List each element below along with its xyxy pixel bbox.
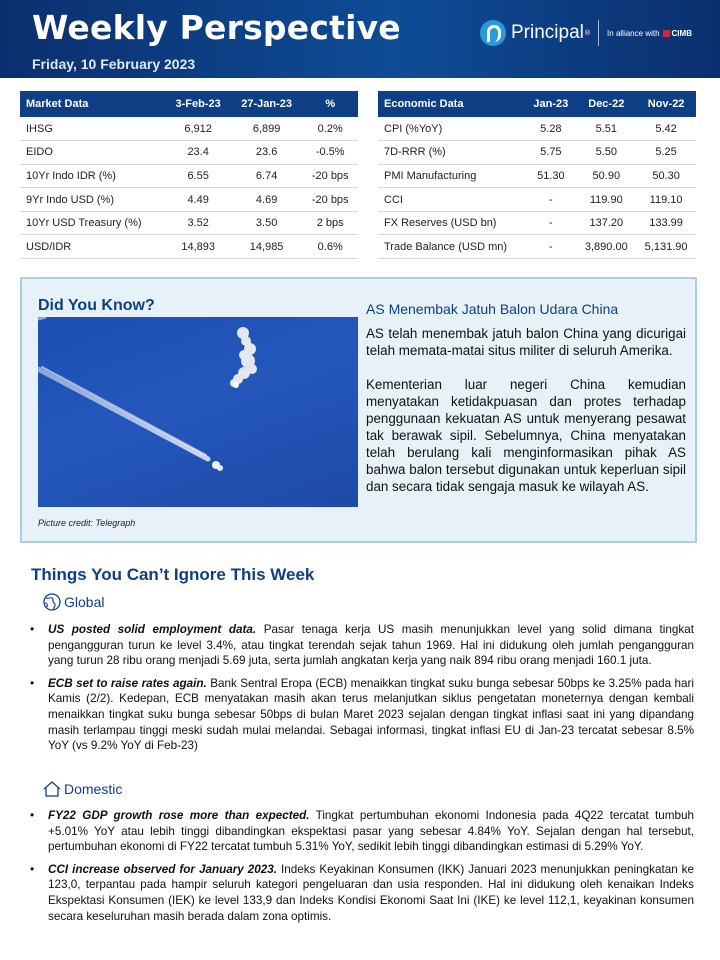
market-row-label: EIDO [20,141,166,165]
picture-credit: Picture credit: Telegraph [38,518,136,528]
house-icon [42,779,62,799]
table-row [20,188,358,212]
econ-cell: 5.25 [636,141,696,165]
news-text: Bank Sentral Eropa (ECB) menaikkan tingkat suku bunga sebesar 50bps ke 3.25% pada hari Kamis (2/2). Kedepan, ECB menyatakan masih akan terus melanjutkan siklus pengetatan moneternya dengan kembali menaikkan tingkat suku bunga sebesar 50bps di bulan Maret 2023 sejalan dengan tingkat inflasi saat ini yang dipandang masih terlampau tinggi meski sudah mulai melandai. Sebagai informasi, tingkat inflasi EU di Jan-23 tercatat sebesar 8.5% YoY (vs 9.2% YoY di Feb-23) [48,676,694,753]
econ-cell: 119.90 [576,188,636,212]
market-cell: 14,893 [166,235,231,259]
econ-row-label: 7D-RRR (%) [378,141,525,165]
alliance-text: In alliance with [607,28,660,38]
table-row [20,235,358,259]
balloon-contrail-illustration [38,317,358,507]
market-column-header: Market Data [20,91,166,117]
list-item [28,808,694,855]
market-cell: 6,912 [166,117,231,141]
section-title: Things You Can’t Ignore This Week [31,565,315,584]
market-row-label: 9Yr Indo USD (%) [20,188,166,212]
econ-row-label: CPI (%YoY) [378,117,525,141]
alliance-partner: CIMB [671,28,692,38]
global-label: Global [64,594,105,610]
brand-logo [480,16,692,50]
did-you-know-headline: AS Menembak Jatuh Balon Udara China [366,301,619,317]
econ-cell: 50.30 [636,164,696,188]
econ-cell: - [525,235,576,259]
balloon-photo [38,317,358,507]
news-text: Indeks Keyakinan Konsumen (IKK) Januari 2023 menunjukkan peningkatan ke 123,0, terpantau pada hampir seluruh kategori pengeluaran dan usia responden. Hal ini didukung oleh kenaikan Indeks Ekspektasi Konsumen (IEK) ke level 133,9 dan Indeks Kondisi Ekonomi Saat Ini (IKE) ke level 112,1, keyakinan konsumen secara keseluruhan masih berada dalam zona optimis. [48,862,695,923]
economic-data-table [378,91,696,259]
page-header [0,0,720,78]
market-cell: 23.4 [166,141,231,165]
econ-cell: 5.42 [636,117,696,141]
econ-cell: 5,131.90 [636,235,696,259]
econ-column-header: Dec-22 [576,91,636,117]
market-cell: 6,899 [231,117,303,141]
page-title: Weekly Perspective [32,8,401,47]
econ-cell: 137.20 [576,211,636,235]
domestic-subheading [42,779,122,799]
cimb-logo-icon [663,30,670,37]
table-row [20,211,358,235]
global-subheading [42,592,104,612]
principal-logo-icon [480,20,506,46]
market-cell: 4.49 [166,188,231,212]
did-you-know-paragraph: Kementerian luar negeri China kemudian menyatakan ketidakpuasan dan protes terhadap penggunaan kekuatan AS untuk menyerang pesawat tak berawak sipil. Sebelumnya, China menyatakan telah berulang kali menginformasikan pihak AS bahwa balon tersebut digunakan untuk keperluan sipil dan secara tidak sengaja masuk ke wilayah AS. [366,377,686,494]
market-cell: 0.6% [302,235,358,259]
table-row [378,188,696,212]
table-row [378,141,696,165]
market-cell: 3.52 [166,211,231,235]
domestic-news-list [28,808,694,924]
list-item [28,676,694,754]
global-news-list [28,622,694,754]
market-cell: 23.6 [231,141,303,165]
table-row [378,117,696,141]
news-text: Pasar tenaga kerja US masih menunjukkan level yang solid dimana tingkat pengangguran turun ke level 3.4%, atau tingkat terendah sejak tahun 1969. Hal ini didukung oleh jumlah pengangguran yang turun 28 ribu orang menjadi 5.69 juta, serta jumlah angkatan kerja yang naik 894 ribu orang menjadi 160.1 juta. [48,623,694,668]
market-cell: -20 bps [302,164,358,188]
market-cell: 0.2% [302,117,358,141]
econ-cell: 5.28 [525,117,576,141]
brand-divider [598,20,599,46]
econ-column-header: Jan-23 [525,91,576,117]
globe-icon [42,592,62,612]
market-cell: 3.50 [231,211,303,235]
brand-name: Principal [511,22,584,43]
market-cell: -20 bps [302,188,358,212]
econ-row-label: CCI [378,188,525,212]
did-you-know-title: Did You Know? [38,297,155,314]
econ-cell: - [525,211,576,235]
news-lead: ECB set to raise rates again. [48,676,207,690]
market-cell: 6.55 [166,164,231,188]
econ-cell: 119.10 [636,188,696,212]
econ-row-label: Trade Balance (USD mn) [378,235,525,259]
econ-table-header [378,91,696,117]
news-lead: CCI increase observed for January 2023. [48,862,277,876]
market-table-body [20,117,358,259]
econ-column-header: Nov-22 [636,91,696,117]
domestic-label: Domestic [64,781,123,797]
econ-cell: 3,890.00 [576,235,636,259]
brand-registered-mark: ® [584,29,591,37]
market-cell: 2 bps [302,211,358,235]
econ-cell: 51.30 [525,164,576,188]
econ-cell: 5.51 [576,117,636,141]
did-you-know-body [366,325,686,495]
econ-cell: 5.50 [576,141,636,165]
market-data-table [20,91,358,259]
table-row [378,235,696,259]
econ-table-body [378,117,696,259]
market-cell: -0.5% [302,141,358,165]
market-cell: 14,985 [231,235,303,259]
cimb-logo [663,29,692,38]
news-lead: US posted solid employment data. [48,623,257,636]
issue-date: Friday, 10 February 2023 [32,56,196,72]
econ-cell: 50.90 [576,164,636,188]
market-column-header: 27-Jan-23 [231,91,303,117]
econ-column-header: Economic Data [378,91,525,117]
list-item [28,862,694,924]
market-row-label: 10Yr Indo IDR (%) [20,164,166,188]
market-row-label: USD/IDR [20,235,166,259]
econ-cell: 133.99 [636,211,696,235]
table-row [378,164,696,188]
news-text: Tingkat pertumbuhan ekonomi Indonesia pada 4Q22 tercatat tumbuh +5.01% YoY atau lebih tinggi dibandingkan ekspektasi pasar yang sebesar 4.84% YoY. Sejalan dengan hal tersebut, pertumbuhan ekonomi di FY22 tercatat tumbuh 5.31% YoY, sedikit lebih tinggi dibandingkan estimasi di 5.29% YoY. [48,809,694,854]
did-you-know-box [20,277,697,543]
market-cell: 4.69 [231,188,303,212]
econ-cell: 5.75 [525,141,576,165]
list-item [28,622,694,669]
table-row [20,117,358,141]
econ-row-label: FX Reserves (USD bn) [378,211,525,235]
market-row-label: IHSG [20,117,166,141]
table-row [20,164,358,188]
table-row [20,141,358,165]
did-you-know-paragraph: AS telah menembak jatuh balon China yang dicurigai telah memata-matai situs militer di seluruh Amerika. [366,326,686,358]
econ-cell: - [525,188,576,212]
news-lead: FY22 GDP growth rose more than expected. [48,809,310,822]
econ-row-label: PMI Manufacturing [378,164,525,188]
market-column-header: % [302,91,358,117]
market-cell: 6.74 [231,164,303,188]
table-row [378,211,696,235]
market-column-header: 3-Feb-23 [166,91,231,117]
market-row-label: 10Yr USD Treasury (%) [20,211,166,235]
market-table-header [20,91,358,117]
